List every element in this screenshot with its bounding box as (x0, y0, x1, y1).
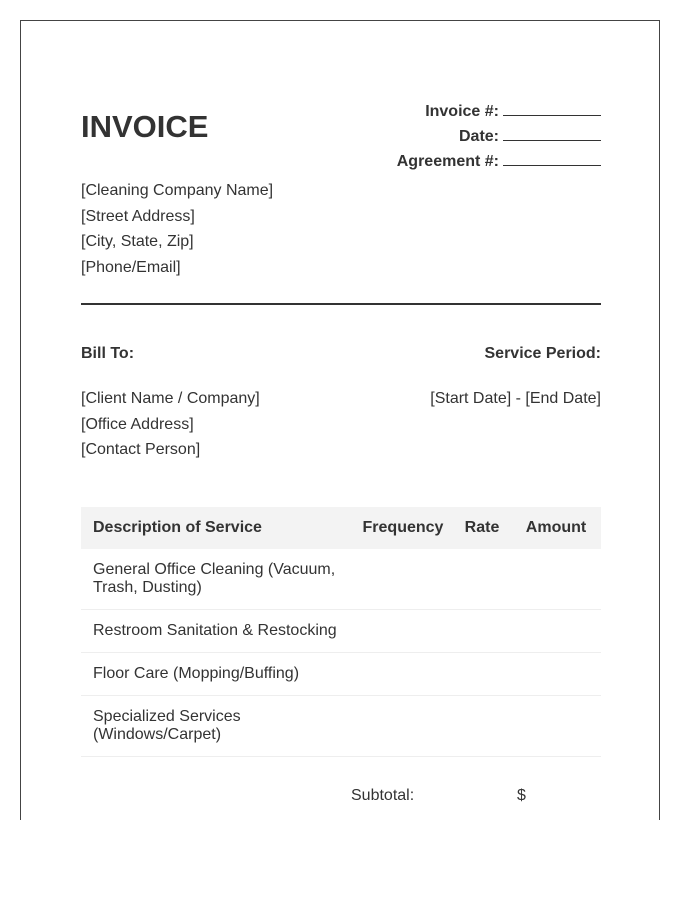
services-table (81, 507, 601, 757)
header-description: Description of Service (81, 507, 353, 549)
invoice-meta (397, 101, 601, 176)
table-row (81, 653, 601, 696)
invoice-title: INVOICE (81, 109, 209, 144)
row-frequency[interactable] (353, 610, 453, 653)
company-city: [City, State, Zip] (81, 233, 194, 251)
invoice-date-label: Date: (458, 128, 499, 145)
table-row (81, 696, 601, 757)
agreement-number-blank[interactable] (503, 151, 601, 166)
invoice-date-row (397, 126, 601, 151)
row-frequency[interactable] (353, 696, 453, 757)
row-frequency[interactable] (353, 549, 453, 610)
table-row (81, 549, 601, 610)
table-row (81, 610, 601, 653)
row-rate[interactable] (453, 696, 511, 757)
company-info (81, 178, 273, 280)
row-description: General Office Cleaning (Vacuum, Trash, Dusting) (81, 549, 353, 610)
row-amount[interactable] (511, 610, 601, 653)
row-rate[interactable] (453, 610, 511, 653)
row-rate[interactable] (453, 653, 511, 696)
header-divider (81, 303, 601, 305)
client-address: [Office Address] (81, 415, 194, 433)
row-description: Specialized Services (Windows/Carpet) (81, 696, 353, 757)
service-period-value: [Start Date] - [End Date] (430, 390, 601, 407)
header-rate: Rate (453, 507, 511, 549)
company-contact: [Phone/Email] (81, 258, 181, 276)
invoice-number-blank[interactable] (503, 101, 601, 116)
row-description: Floor Care (Mopping/Buffing) (81, 653, 353, 696)
invoice-number-label: Invoice #: (425, 103, 499, 120)
header-frequency: Frequency (353, 507, 453, 549)
header-amount: Amount (511, 507, 601, 549)
row-amount[interactable] (511, 549, 601, 610)
client-name: [Client Name / Company] (81, 390, 260, 407)
row-frequency[interactable] (353, 653, 453, 696)
bill-to-info (81, 386, 260, 463)
bill-to-label: Bill To: (81, 345, 135, 362)
invoice-date-blank[interactable] (503, 126, 601, 141)
agreement-number-label: Agreement #: (396, 153, 499, 170)
table-header-row (81, 507, 601, 549)
subtotal-label: Subtotal: (351, 787, 415, 804)
service-period-label: Service Period: (484, 345, 601, 362)
row-amount[interactable] (511, 653, 601, 696)
client-contact: [Contact Person] (81, 441, 201, 459)
agreement-number-row (397, 151, 601, 176)
row-description: Restroom Sanitation & Restocking (81, 610, 353, 653)
row-amount[interactable] (511, 696, 601, 757)
invoice-page (20, 20, 660, 820)
invoice-number-row (397, 101, 601, 126)
row-rate[interactable] (453, 549, 511, 610)
subtotal-value[interactable]: $ (517, 787, 526, 804)
company-street: [Street Address] (81, 207, 195, 225)
company-name: [Cleaning Company Name] (81, 182, 274, 199)
